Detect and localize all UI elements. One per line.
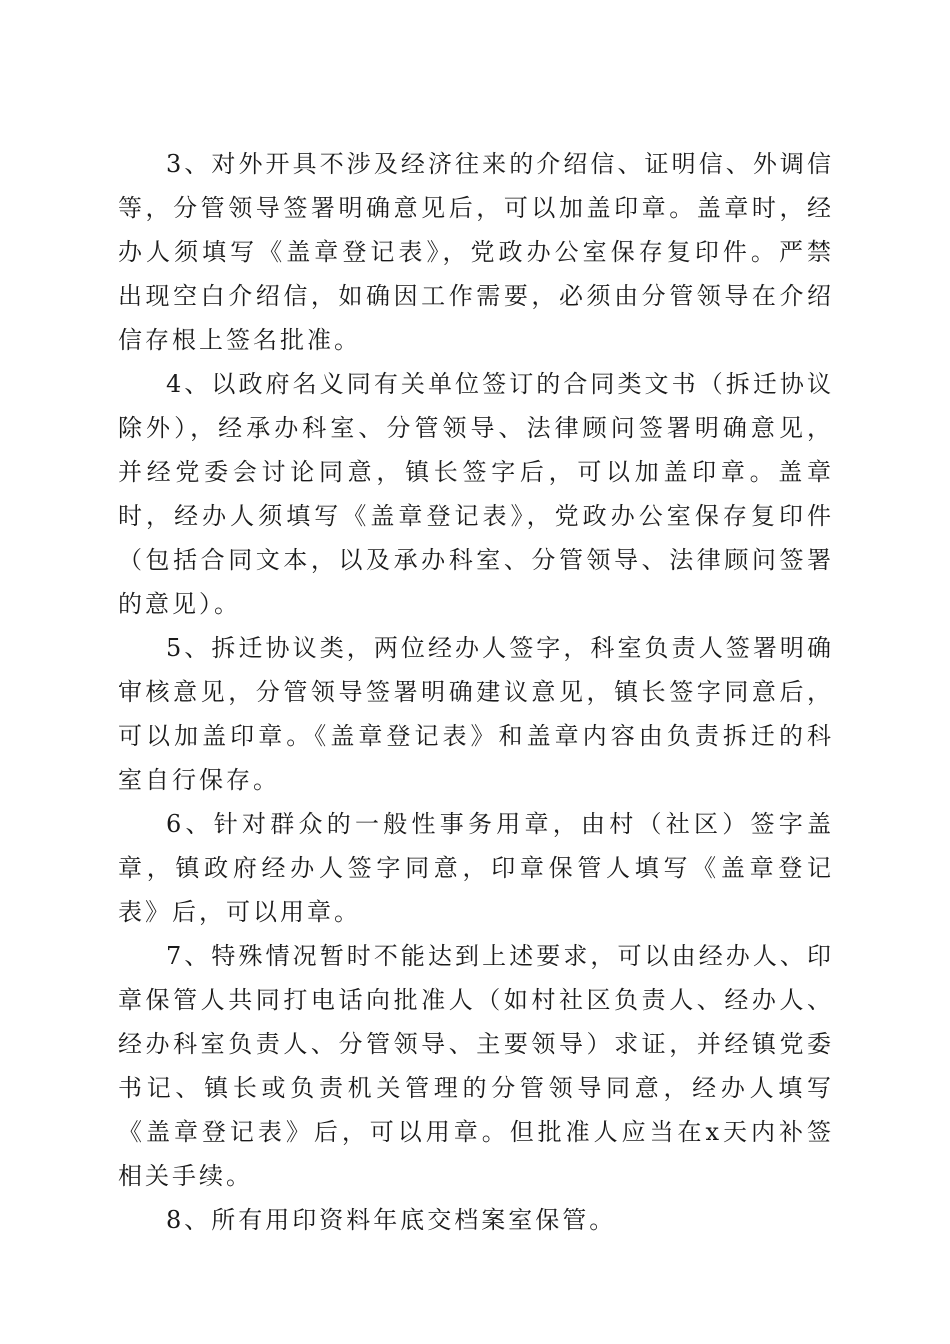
paragraph-item-5: 5、拆迁协议类，两位经办人签字，科室负责人签署明确审核意见，分管领导签署明确建议意见，镇长签字同意后，可以加盖印章。《盖章登记表》和盖章内容由负责拆迁的科室自行保存。 (118, 634, 834, 794)
paragraph-item-7: 7、特殊情况暂时不能达到上述要求，可以由经办人、印章保管人共同打电话向批准人（如村社区负责人、经办人、经办科室负责人、分管领导、主要领导）求证，并经镇党委书记、镇长或负责机关管理的分管领导同意，经办人填写《盖章登记表》后，可以用章。但批准人应当在x天内补签相关手续。 (118, 942, 834, 1190)
paragraph-item-8: 8、所有用印资料年底交档案室保管。 (166, 1206, 617, 1234)
paragraph-item-6: 6、针对群众的一般性事务用章，由村（社区）签字盖章，镇政府经办人签字同意，印章保管人填写《盖章登记表》后，可以用章。 (118, 810, 834, 926)
document-body (118, 142, 834, 1242)
paragraph-item-3: 3、对外开具不涉及经济往来的介绍信、证明信、外调信等，分管领导签署明确意见后，可以加盖印章。盖章时，经办人须填写《盖章登记表》，党政办公室保存复印件。严禁出现空白介绍信，如确因工作需要，必须由分管领导在介绍信存根上签名批准。 (118, 150, 834, 354)
paragraph-item-4: 4、以政府名义同有关单位签订的合同类文书（拆迁协议除外），经承办科室、分管领导、法律顾问签署明确意见，并经党委会讨论同意，镇长签字后，可以加盖印章。盖章时，经办人须填写《盖章登记表》，党政办公室保存复印件（包括合同文本，以及承办科室、分管领导、法律顾问签署的意见）。 (118, 370, 834, 618)
